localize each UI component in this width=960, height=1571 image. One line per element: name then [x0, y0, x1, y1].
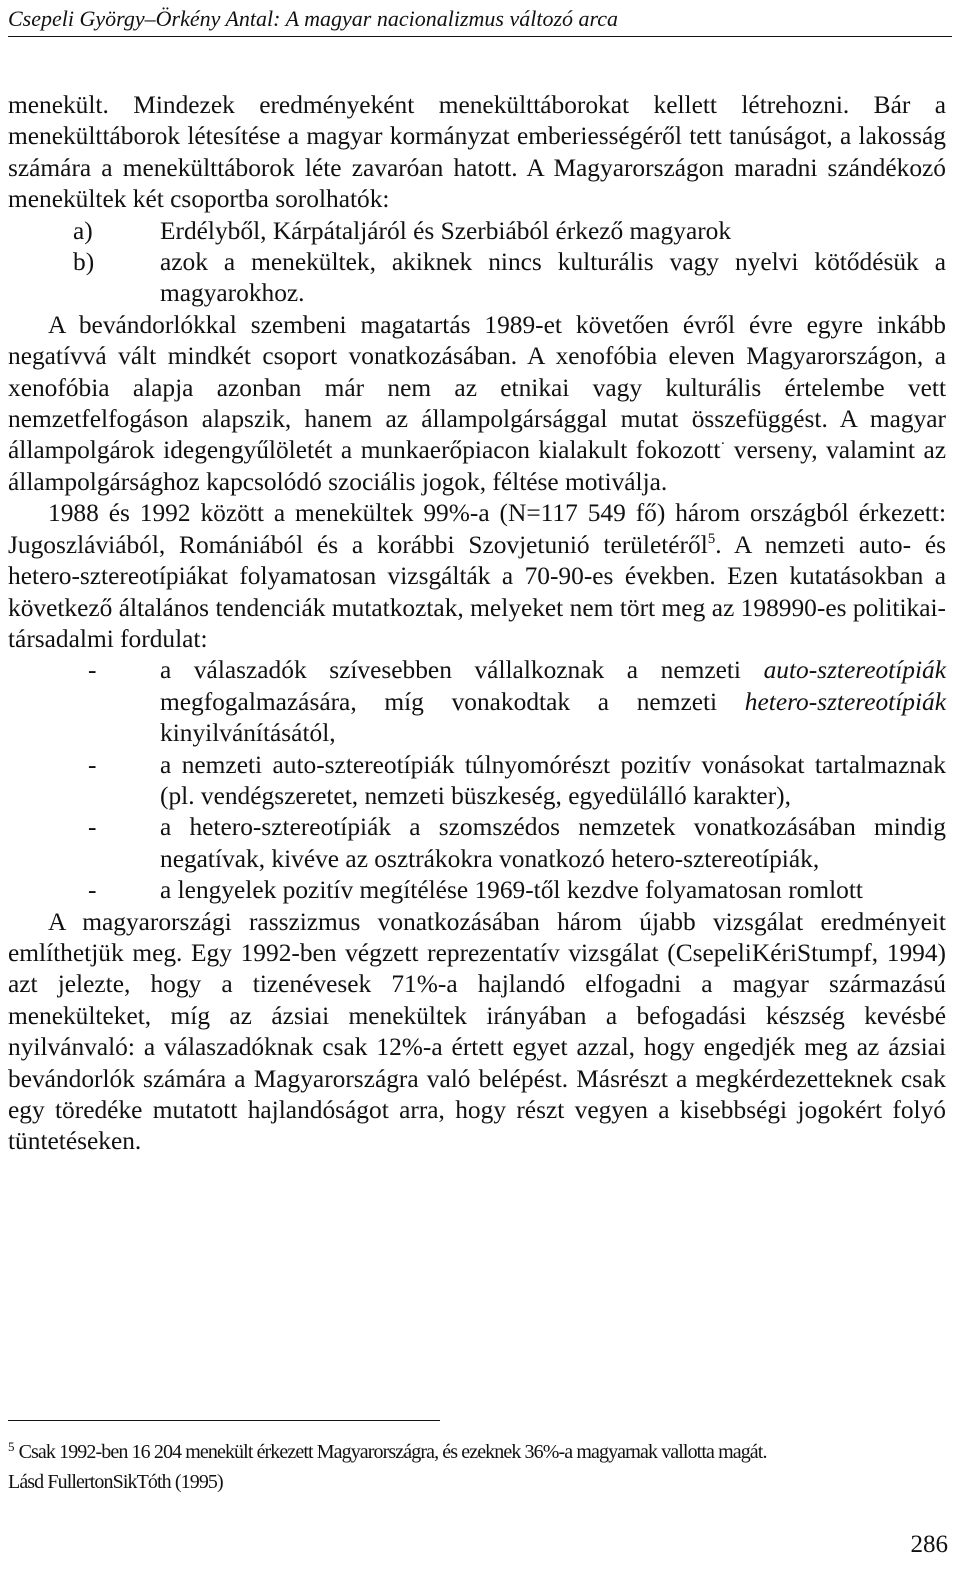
dash-item-4-text: a lengyelek pozitív megítélése 1969-től kezdve folyamatosan romlott [160, 876, 863, 905]
dash-item-1 [8, 655, 946, 749]
paragraph-3-start: 1988 és 1992 között a menekültek 99%-a (N=117 549 fő) három országból érkezett: Jugoszláviából, Romániából és a korábbi Szovjetunió területéről [8, 499, 946, 559]
dash-item-2 [8, 750, 946, 813]
dash-marker-2: - [88, 750, 97, 779]
dash-item-1-mid: megfogalmazására, míg vonakodtak a nemzeti [160, 687, 745, 716]
list-item-a-text: Erdélyből, Kárpátaljáról és Szerbiából érkező magyarok [160, 216, 732, 245]
list-marker-b: b) [73, 248, 95, 277]
paragraph-2-text: A bevándorlókkal szembeni magatartás 1989-et követően évről évre egyre inkább negatívvá vált mindkét csoport vonatkozásában. A xenofóbia eleven Magyarországon, a xenofóbia alapja azonban már nem az etnikai vagy kulturális értelembe vett nemzetfelfogáson alapszik, hanem az állampolgársággal mutat összefüggést. A magyar állampolgárok idegengyűlöletét a munkaerőpiacon kialakult fokozott [8, 310, 946, 465]
page-number: 286 [910, 1531, 948, 1558]
footnote-number: 5 [8, 1439, 15, 1454]
list-item-b [8, 247, 946, 310]
list-item-a [8, 216, 946, 247]
footnote-5 [8, 1432, 952, 1497]
footnote-line-2: Lásd FullertonSikTóth (1995) [8, 1471, 223, 1493]
list-marker-a: a) [73, 216, 93, 245]
paragraph-3-end: . A nemzeti auto- és hetero-sztereotípiákat folyamatosan vizsgálták a 70-90-es években. Ezen kutatásokban a következő általános tendenciák mutatkoztak, melyeket nem tört meg az 198990-es politikai-társadalmi fordulat: [8, 530, 946, 653]
footnote-divider [8, 1420, 440, 1421]
dash-marker-1: - [88, 656, 97, 685]
dash-item-2-text: a nemzeti auto-sztereotípiák túlnyomórészt pozitív vonásokat tartalmaznak (pl. vendégszeretet, nemzeti büszkeség, egyedülálló karakter), [160, 750, 946, 810]
footnote-line-1-text: Csak 1992-ben 16 204 menekült érkezett Magyarországra, és ezeknek 36%-a magyarnak vallotta magát. [18, 1441, 767, 1463]
dash-marker-4: - [88, 876, 97, 905]
paragraph-2-mark: · [720, 436, 726, 453]
list-item-b-text: azok a menekültek, akiknek nincs kulturális vagy nyelvi kötődésük a magyarokhoz. [160, 248, 946, 308]
dash-marker-3: - [88, 813, 97, 842]
dash-item-3-text: a hetero-sztereotípiák a szomszédos nemzetek vonatkozásában mindig negatívak, kivéve az osztrákokra vonatkozó hetero-sztereotípiák, [160, 813, 946, 873]
dash-item-1-pre: a válaszadók szívesebben vállalkoznak a nemzeti [160, 656, 764, 685]
footnote-line-1 [8, 1432, 952, 1467]
paragraph-3 [8, 498, 946, 655]
dash-item-4 [8, 875, 946, 906]
dash-item-1-post: kinyilvánításától, [160, 719, 336, 748]
running-header: Csepeli György–Örkény Antal: A magyar nacionalizmus változó arca [8, 4, 952, 37]
footnote-ref-5: 5 [707, 530, 716, 547]
body-text [8, 90, 946, 1158]
paragraph-1: menekült. Mindezek eredményeként menekülttáborokat kellett létrehozni. Bár a menekülttáborok létesítése a magyar kormányzat emberiességéről tett tanúságot, a lakosság számára a menekülttáborok léte zavaróan hatott. A Magyarországon maradni szándékozó menekültek két csoportba sorolhatók: [8, 91, 946, 214]
dash-item-1-em1: auto-sztereotípiák [763, 656, 946, 685]
paragraph-4: A magyarországi rasszizmus vonatkozásában három újabb vizsgálat eredményeit említhetjük meg. Egy 1992-ben végzett reprezentatív vizsgálat (CsepeliKériStumpf, 1994) azt jelezte, hogy a tizenévesek 71%-a hajlandó elfogadni a magyar származású menekülteket, míg az ázsiai menekültek irányában a befogadási készség kevésbé nyilvánvaló: a válaszadóknak csak 12%-a értett egyet azzal, hogy engedjék meg az ázsiai bevándorlók számára a Magyarországra való belépést. Másrészt a megkérdezetteknek csak egy töredéke mutatott hajlandóságot arra, hogy részt vegyen a kisebbségi jogokért folyó tüntetéseken. [8, 907, 946, 1156]
paragraph-2 [8, 310, 946, 498]
paragraph-2-end: verseny, valamint az állampolgársághoz kapcsolódó szociális jogok, féltése motiválja. [8, 436, 946, 496]
dash-item-1-em2: hetero-sztereotípiák [744, 687, 946, 716]
dash-item-3 [8, 812, 946, 875]
